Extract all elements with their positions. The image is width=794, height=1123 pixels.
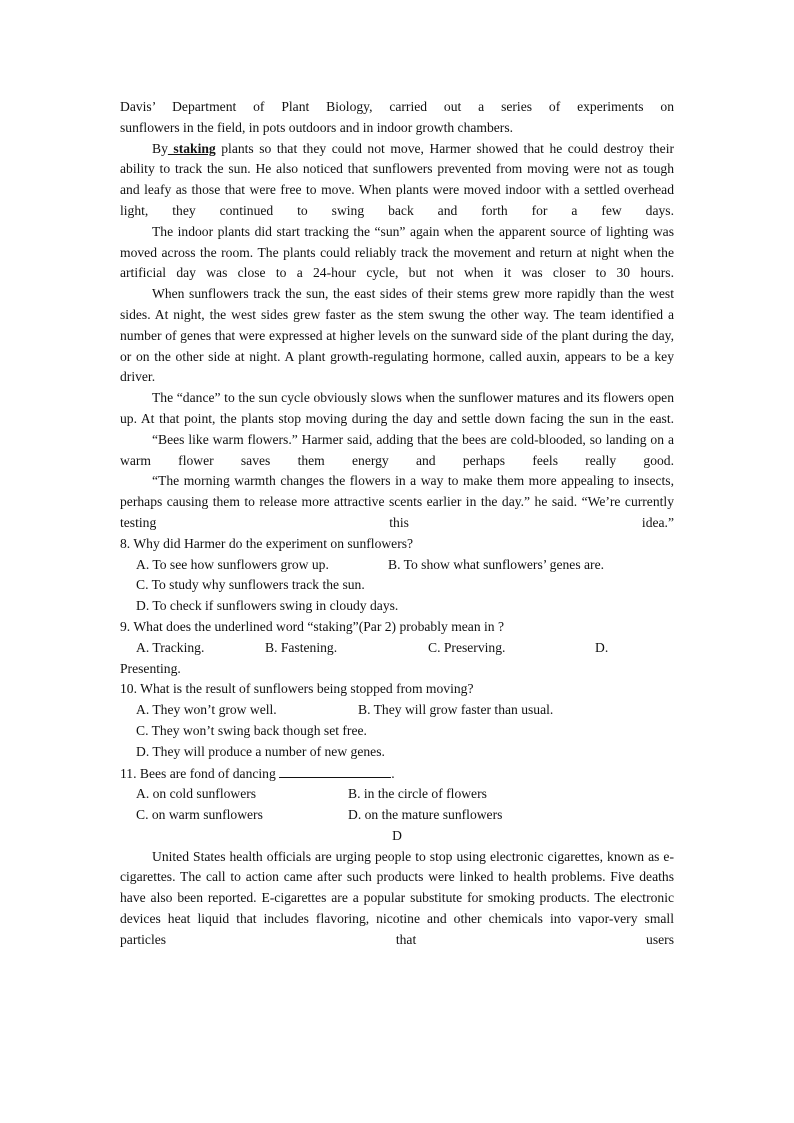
options-row: [120, 721, 674, 742]
option-d: D. on the mature sunflowers: [348, 807, 503, 823]
section-letter: D: [392, 827, 402, 843]
paragraph: “The morning warmth changes the flowers in a way to make them more appealing to insects, perhaps causing them to release more attractive scents earlier in the day.” he said. “We’re currently testing this idea.”: [120, 473, 674, 530]
option-b: B. To show what sunflowers’ genes are.: [388, 556, 604, 572]
option-c: C. Preserving.: [428, 639, 506, 655]
question-stem-end: .: [391, 765, 395, 781]
options-row: [120, 555, 674, 576]
option-b: B. in the circle of flowers: [348, 786, 487, 802]
option-a: A. They won’t grow well.: [136, 702, 277, 718]
question-stem: 9. What does the underlined word “staking”(Par 2) probably mean in ?: [120, 618, 505, 634]
document-page: [120, 97, 674, 951]
answer-blank: [279, 763, 391, 778]
underlined-word: staking: [167, 140, 216, 156]
options-row: [120, 700, 674, 721]
paragraph: The “dance” to the sun cycle obviously slows when the sunflower matures and its flowers open up. At that point, the plants stop moving during the day and settle down facing the sun in the east.: [120, 390, 674, 426]
option-a: A. Tracking.: [136, 639, 205, 655]
paragraph: United States health officials are urging people to stop using electronic cigarettes, known as e-cigarettes. The call to action came after such products were linked to health problems. Five deaths have also been reported. E-cigarettes are a popular substitute for smoking products. The electronic devices heat liquid that includes flavoring, nicotine and other chemicals into vapor-very small particles that users: [120, 848, 674, 947]
question-stem-text: 11. Bees are fond of dancing: [120, 765, 276, 781]
option-d: D. To check if sunflowers swing in cloudy days.: [136, 598, 399, 614]
paragraph: [120, 139, 674, 222]
option-c: C. on warm sunflowers: [136, 807, 263, 823]
question-stem: 8. Why did Harmer do the experiment on sunflowers?: [120, 535, 414, 551]
options-row: [120, 659, 674, 680]
paragraph: When sunflowers track the sun, the east sides of their stems grew more rapidly than the west sides. At night, the west sides grew faster as the stem swung the other way. The team identified a number of genes that were expressed at higher levels on the sunward side of the plant during the day, or on the other side at night. A plant growth-regulating hormone, called auxin, appears to be a key driver.: [120, 286, 674, 385]
paragraph: The indoor plants did start tracking the “sun” again when the apparent source of lighting was moved across the room. The plants could reliably track the movement and return at night when the artificial day was close to a 24-hour cycle, but not when it was closer to 30 hours.: [120, 223, 674, 281]
option-c: C. To study why sunflowers track the sun.: [136, 577, 365, 593]
paragraph-text: By: [152, 140, 168, 156]
options-row: [120, 575, 674, 596]
option-c: C. They won’t swing back though set free.: [136, 722, 367, 738]
paragraph-line: Davis’ Department of Plant Biology, carried out a series of experiments on: [120, 99, 674, 114]
paragraph-line: sunflowers in the field, in pots outdoors and in indoor growth chambers.: [120, 119, 514, 135]
paragraph: “Bees like warm flowers.” Harmer said, adding that the bees are cold-blooded, so landing on a warm flower saves them energy and perhaps feels really good.: [120, 431, 674, 468]
option-a: A. To see how sunflowers grow up.: [136, 556, 329, 572]
options-row: [120, 784, 674, 805]
option-a: A. on cold sunflowers: [136, 786, 257, 802]
options-row: [120, 638, 674, 659]
question-stem: 10. What is the result of sunflowers being stopped from moving?: [120, 681, 474, 697]
option-b: B. Fastening.: [265, 639, 338, 655]
options-row: [120, 596, 674, 617]
options-row: [120, 805, 674, 826]
paragraph-text: plants so that they could not move, Harmer showed that he could destroy their ability to track the sun. He also noticed that sunflowers prevented from moving were not as tough and leafy as those that were free to move. When plants were moved indoor with a settled overhead light, they continued to swing back and forth for a few days.: [120, 140, 674, 218]
option-d: D. They will produce a number of new genes.: [136, 743, 385, 759]
option-d: D.: [595, 639, 609, 655]
option-d-continued: Presenting.: [120, 660, 181, 676]
option-b: B. They will grow faster than usual.: [358, 702, 554, 718]
question-stem: [120, 763, 674, 785]
options-row: [120, 742, 674, 763]
